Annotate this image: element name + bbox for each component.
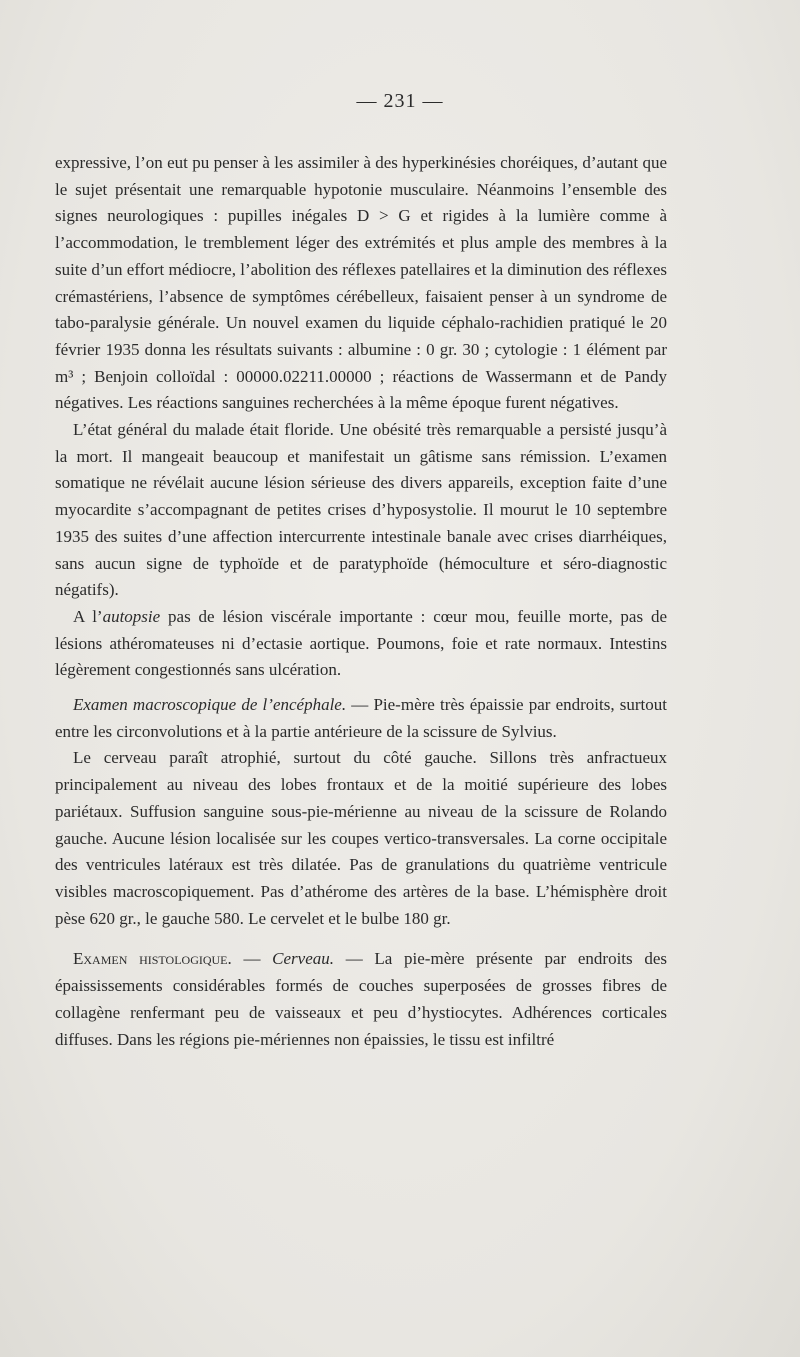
heading-separator: — <box>231 949 273 969</box>
paragraph-brain-description <box>55 745 667 932</box>
section-heading-italic: Examen macroscopique de l’encéphale. <box>73 695 347 715</box>
paragraph-text: Le cerveau paraît atrophié, surtout du côté gauche. Sillons très anfractueux principalement au niveau des lobes frontaux et de la moitié supérieure des lobes pariétaux. Suffusion sanguine sous-pie-mérienne au niveau de la scissure de Rolando gauche. Aucune lésion localisée sur les coupes vertico-transversales. La corne occipitale des ventricules latéraux est très dilatée. Pas de granulations du quatrième ventricule visibles macroscopiquement. Pas d’athérome des artères de la base. L’hémisphère droit pèse 620 gr., le gauche 580. Le cervelet et le bulbe 180 gr. <box>55 748 667 928</box>
paragraph-text: pas de lésion viscérale importante : cœur mou, feuille morte, pas de lésions athéromateuses ni d’ectasie aortique. Poumons, foie et rate normaux. Intestins légèrement congestionnés sans ulcération. <box>55 606 667 680</box>
paragraph-italic-term: autopsie <box>102 606 161 626</box>
paragraph-text: — Pie-mère très épaissie par endroits, surtout entre les circonvolutions et à la partie antérieure de la scissure de Sylvius. <box>55 695 668 741</box>
paragraph-general-state <box>55 417 667 604</box>
paragraph-macroscopic-exam <box>55 692 667 745</box>
page-number: — 231 — <box>356 90 444 112</box>
paragraph-text: expressive, l’on eut pu penser à les assimiler à des hyperkinésies choréiques, d’autant que le sujet présentait une remarquable hypotonie musculaire. Néanmoins l’ensemble des signes neurologiques : pupilles inégales D > G et rigides à la lumière comme à l’accommodation, le tremblement léger des extrémités et plus ample des membres à la suite d’un effort médiocre, l’abolition des réflexes patellaires et la diminution des réflexes crémastériens, l’absence de symptômes cérébelleux, faisaient penser à un syndrome de tabo-paralysie générale. Un nouvel examen du liquide céphalo-rachidien pratiqué le 20 février 1935 donna les résultats suivants : albumine : 0 gr. 30 ; cytologie : 1 élément par m³ ; Benjoin colloïdal : 00000.02211.00000 ; réactions de Wassermann et de Pandy négatives. Les réactions sanguines recherchées à la même époque furent négatives. <box>55 153 667 413</box>
section-heading-smallcaps: Examen histologique. <box>73 949 232 969</box>
paragraph-histology <box>55 946 667 1053</box>
subsection-heading-italic: Cerveau. <box>272 949 335 969</box>
paragraph-text: — La pie-mère présente par endroits des épaississements considérables formés de couches superposées de grosses fibres de collagène renfermant peu de vaisseaux et peu d’hystiocytes. Adhérences corticales diffuses. Dans les régions pie-mériennes non épaissies, le tissu est infiltré <box>55 949 668 1049</box>
body-text <box>55 150 667 1053</box>
paragraph-lead: A l’ <box>73 606 103 626</box>
paragraph-clinical-signs <box>55 150 667 417</box>
paragraph-text: L’état général du malade était floride. Une obésité très remarquable a persisté jusqu’à la mort. Il mangeait beaucoup et manifestait un gâtisme sans rémission. L’examen somatique ne révélait aucune lésion sérieuse des divers appareils, exception faite d’une myocardite s’accompagnant de petites crises d’hyposystolie. Il mourut le 10 septembre 1935 des suites d’une affection intercurrente intestinale banale avec crises diarrhéiques, sans aucun signe de typhoïde et de paratyphoïde (hémoculture et séro-diagnostic négatifs). <box>55 420 667 600</box>
paragraph-autopsy <box>55 604 667 684</box>
